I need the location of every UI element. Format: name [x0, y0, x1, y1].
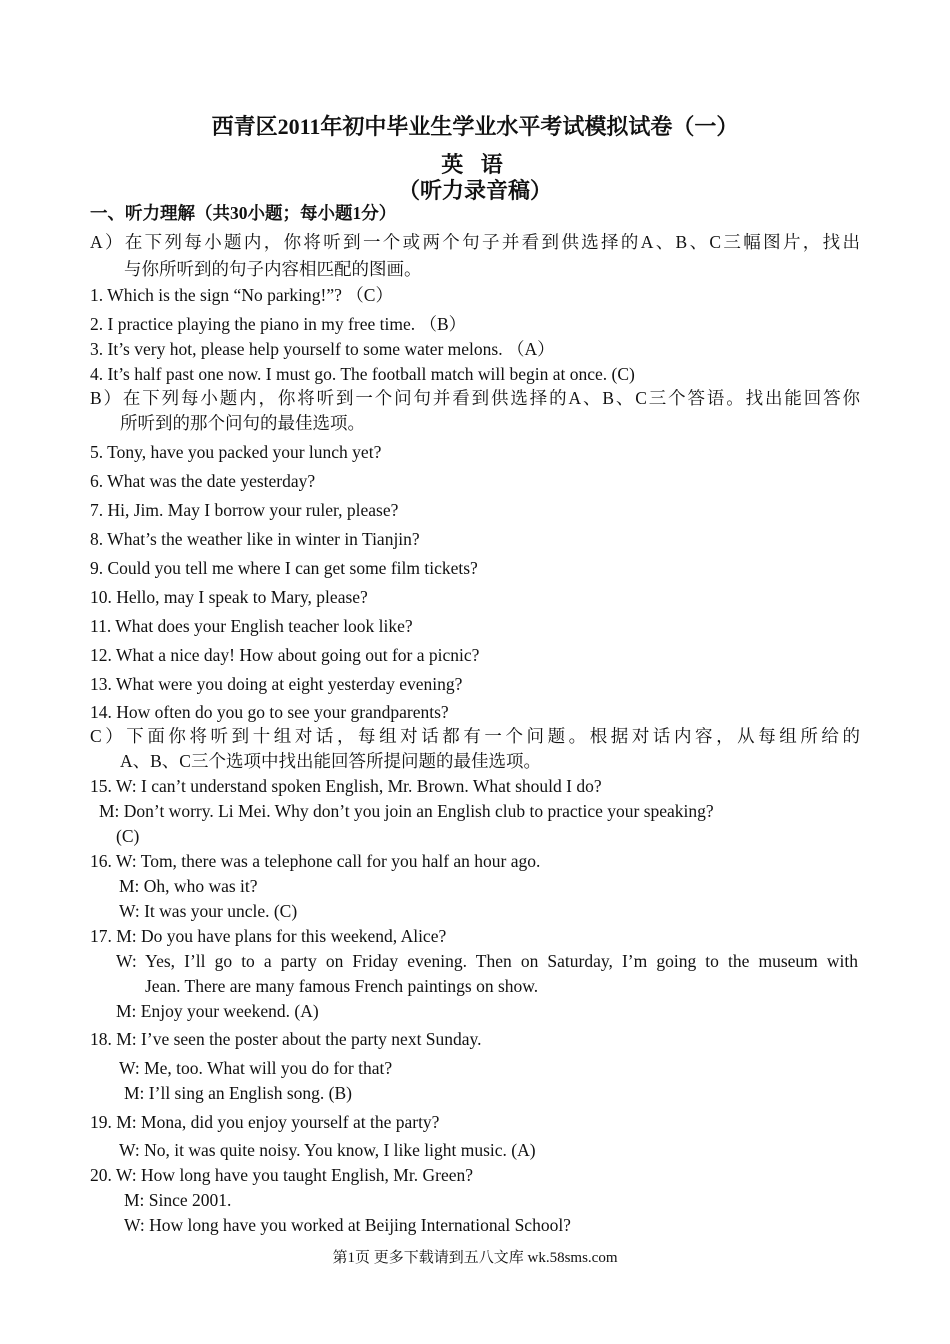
question-10: 10. Hello, may I speak to Mary, please?: [90, 587, 368, 607]
question-17: 17. M: Do you have plans for this weekend, Alice?: [90, 926, 447, 946]
question-16: 16. W: Tom, there was a telephone call for you half an hour ago.: [90, 851, 541, 871]
question-4: 4. It’s half past one now. I must go. The football match will begin at once. (C): [90, 364, 635, 384]
dialogue-line: M: Since 2001.: [124, 1190, 232, 1210]
question-8: 8. What’s the weather like in winter in Tianjin?: [90, 529, 420, 549]
question-3: 3. It’s very hot, please help yourself to some water melons. （A）: [90, 339, 555, 359]
part-a-instruction: A）在下列每小题内，你将听到一个或两个句子并看到供选择的A、B、C三幅图片，找出: [90, 232, 860, 252]
part-c-instruction: C）下面你将听到十组对话，每组对话都有一个问题。根据对话内容，从每组所给的: [90, 726, 860, 746]
part-c-instruction-cont: A、B、C三个选项中找出能回答所提问题的最佳选项。: [120, 751, 541, 771]
subject-heading: 英 语: [441, 152, 509, 177]
dialogue-line: W: How long have you worked at Beijing International School?: [124, 1215, 571, 1235]
question-20: 20. W: How long have you taught English, Mr. Green?: [90, 1165, 473, 1185]
question-6: 6. What was the date yesterday?: [90, 471, 316, 491]
question-19: 19. M: Mona, did you enjoy yourself at the party?: [90, 1112, 440, 1132]
dialogue-line: M: I’ll sing an English song. (B): [124, 1083, 352, 1103]
answer-mark: (C): [116, 826, 140, 846]
question-2: 2. I practice playing the piano in my free time. （B）: [90, 314, 467, 334]
question-1: 1. Which is the sign “No parking!”? （C）: [90, 285, 393, 305]
section-heading: 一、听力理解（共30小题；每小题1分）: [90, 203, 397, 223]
question-7: 7. Hi, Jim. May I borrow your ruler, please?: [90, 500, 399, 520]
dialogue-line: M: Enjoy your weekend. (A): [116, 1001, 319, 1021]
question-9: 9. Could you tell me where I can get some film tickets?: [90, 558, 478, 578]
part-b-instruction-cont: 所听到的那个问句的最佳选项。: [120, 413, 365, 433]
question-11: 11. What does your English teacher look like?: [90, 616, 413, 636]
dialogue-line: W: Me, too. What will you do for that?: [119, 1058, 393, 1078]
dialogue-line: M: Oh, who was it?: [119, 876, 258, 896]
question-18: 18. M: I’ve seen the poster about the party next Sunday.: [90, 1029, 482, 1049]
dialogue-line: W: Yes, I’ll go to a party on Friday evening. Then on Saturday, I’m going to the museum with: [116, 951, 858, 971]
dialogue-line: W: It was your uncle. (C): [119, 901, 298, 921]
dialogue-line-cont: Jean. There are many famous French paintings on show.: [145, 976, 539, 996]
page-footer: 第1页 更多下载请到五八文库 wk.58sms.com: [332, 1250, 618, 1266]
document-title: 西青区2011年初中毕业生学业水平考试模拟试卷（一）: [211, 114, 739, 139]
question-12: 12. What a nice day! How about going out for a picnic?: [90, 645, 480, 665]
question-15: 15. W: I can’t understand spoken English, Mr. Brown. What should I do?: [90, 776, 602, 796]
question-14: 14. How often do you go to see your grandparents?: [90, 702, 449, 722]
question-5: 5. Tony, have you packed your lunch yet?: [90, 442, 382, 462]
dialogue-line: W: No, it was quite noisy. You know, I like light music. (A): [119, 1140, 536, 1160]
part-b-instruction: B）在下列每小题内，你将听到一个问句并看到供选择的A、B、C三个答语。找出能回答你: [90, 388, 860, 408]
dialogue-line: M: Don’t worry. Li Mei. Why don’t you join an English club to practice your speaking?: [99, 801, 714, 821]
question-13: 13. What were you doing at eight yesterday evening?: [90, 674, 463, 694]
part-a-instruction-cont: 与你所听到的句子内容相匹配的图画。: [124, 259, 422, 279]
transcript-subtitle: （听力录音稿）: [397, 178, 552, 203]
